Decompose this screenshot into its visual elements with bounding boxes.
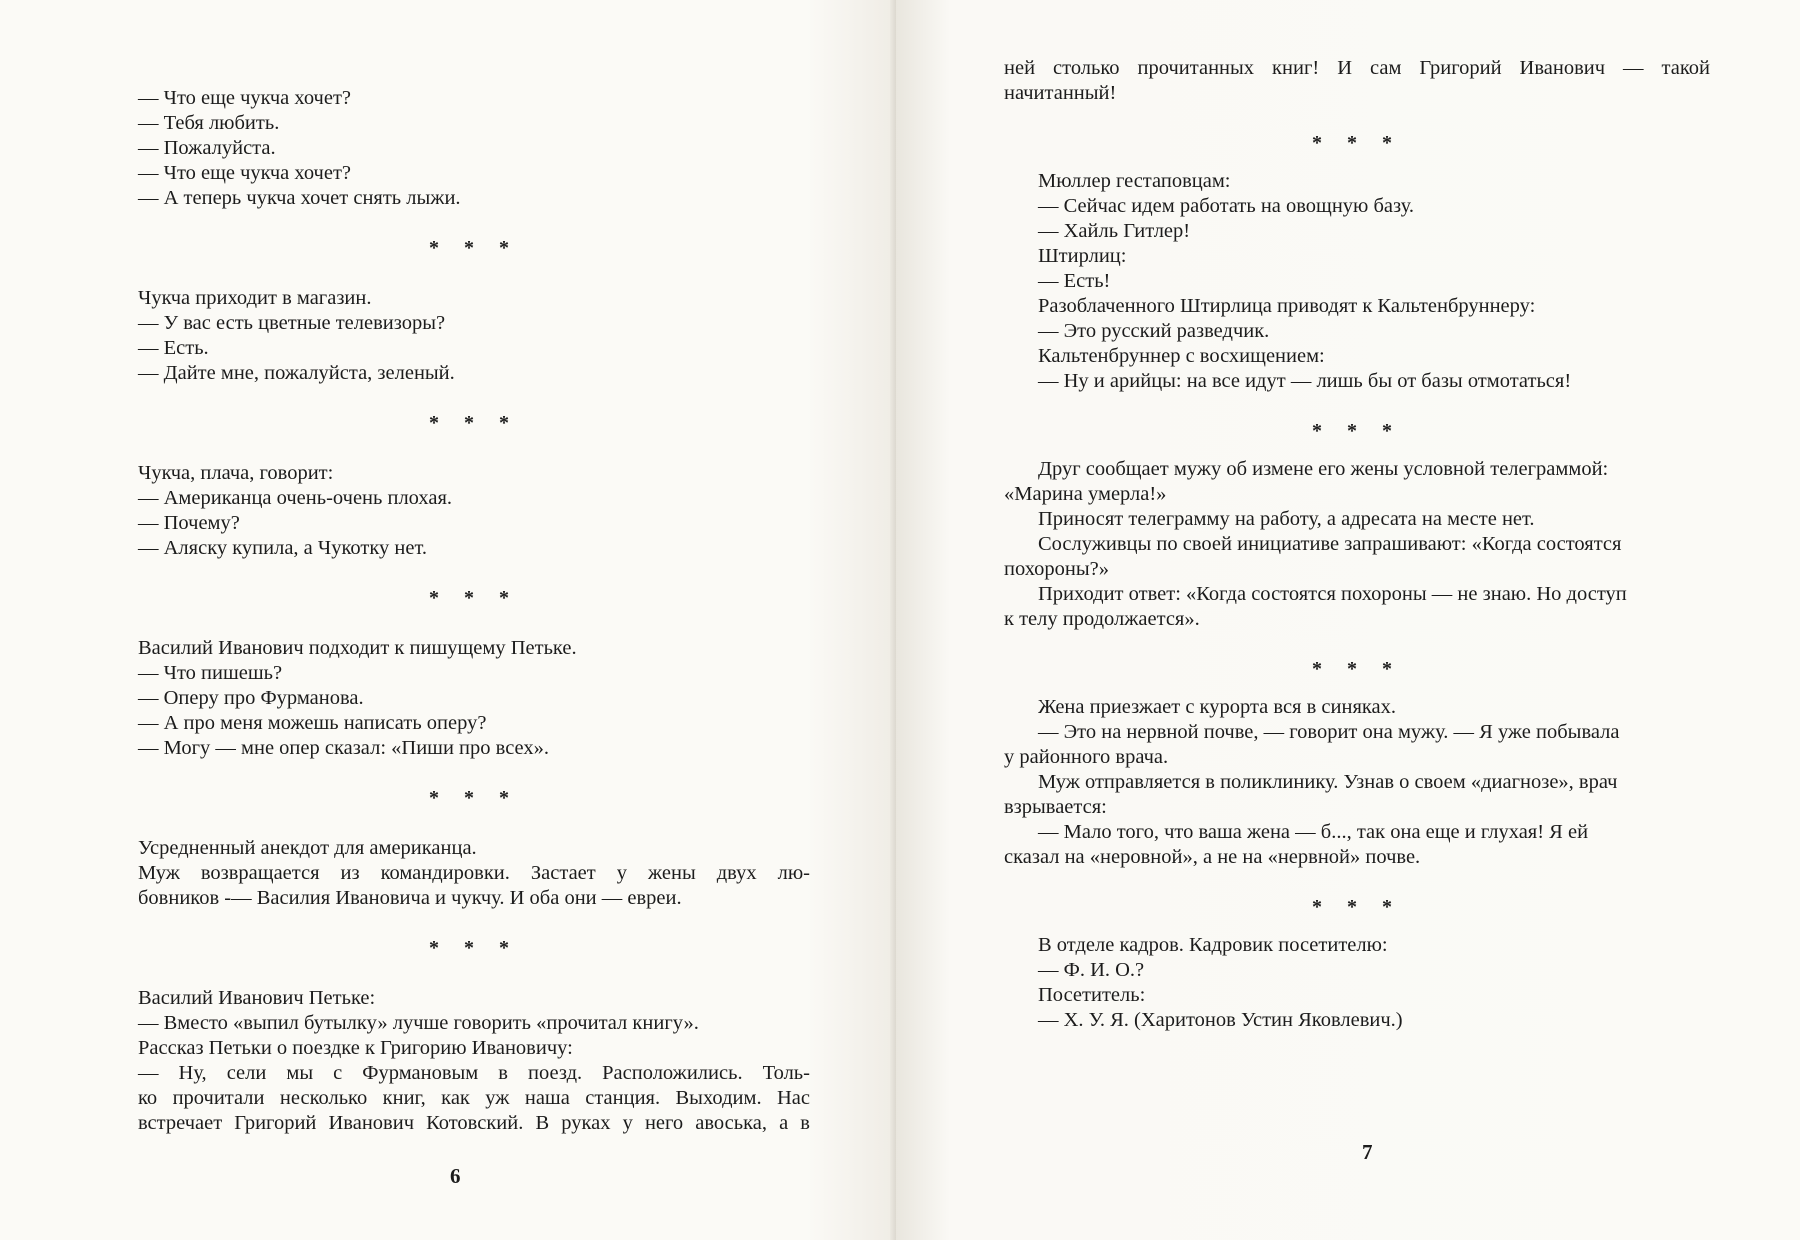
text-line: похороны?» (1004, 558, 1110, 580)
text-line: Штирлиц: (1038, 245, 1127, 267)
dialogue-line: — Тебя любить. (138, 112, 280, 134)
dialogue-line: — А теперь чукча хочет снять лыжи. (138, 187, 461, 209)
dialogue-line: — А про меня можешь написать оперу? (138, 712, 487, 734)
text-line: взрывается: (1004, 796, 1107, 818)
text-line: В отделе кадров. Кадровик посетителю: (1038, 934, 1388, 956)
section-separator: * * * (429, 412, 519, 434)
section-separator: * * * (1312, 132, 1402, 154)
dialogue-line: — Это русский разведчик. (1038, 320, 1270, 342)
text-line: «Марина умерла!» (1004, 483, 1167, 505)
text-line: Мюллер гестаповцам: (1038, 170, 1231, 192)
page-number: 7 (1362, 1140, 1373, 1164)
text-line: бовников -— Василия Ивановича и чукчу. И оба они — евреи. (138, 887, 682, 909)
text-line: у районного врача. (1004, 746, 1169, 768)
text-line: Разоблаченного Штирлица приводят к Кальтенбруннеру: (1038, 295, 1536, 317)
right-page (896, 0, 1800, 1240)
text-line: встречает Григорий Иванович Котовский. В руках у него авоська, а в (138, 1112, 810, 1134)
dialogue-line: — Ну и арийцы: на все идут — лишь бы от базы отмотаться! (1038, 370, 1572, 392)
dialogue-line: — Х. У. Я. (Харитонов Устин Яковлевич.) (1038, 1009, 1403, 1031)
text-line: Посетитель: (1038, 984, 1146, 1006)
text-line: начитанный! (1004, 82, 1117, 104)
section-separator: * * * (429, 587, 519, 609)
section-separator: * * * (1312, 658, 1402, 680)
left-page (0, 0, 896, 1240)
text-line: Друг сообщает мужу об измене его жены условной телеграммой: (1038, 458, 1609, 480)
text-line: Василий Иванович Петьке: (138, 987, 376, 1009)
dialogue-line: — Это на нервной почве, — говорит она мужу. — Я уже побывала (1038, 721, 1620, 743)
dialogue-line: — Аляску купила, а Чукотку нет. (138, 537, 427, 559)
dialogue-line: — Пожалуйста. (138, 137, 276, 159)
text-line: к телу продолжается». (1004, 608, 1200, 630)
text-line: Приходит ответ: «Когда состоятся похороны — не знаю. Но доступ (1038, 583, 1627, 605)
right-page-text (1004, 56, 1710, 1033)
dialogue-line: — Американца очень-очень плохая. (138, 487, 453, 509)
text-line: Василий Иванович подходит к пишущему Петьке. (138, 637, 577, 659)
text-line: Рассказ Петьки о поездке к Григорию Ивановичу: (138, 1037, 573, 1059)
text-line: сказал на «неровной», а не на «нервной» почве. (1004, 846, 1421, 868)
text-line: Кальтенбруннер с восхищением: (1038, 345, 1325, 367)
text-line: Приносят телеграмму на работу, а адресата на месте нет. (1038, 508, 1535, 530)
dialogue-line: — Ну, сели мы с Фурмановым в поезд. Расположились. Толь- (138, 1062, 810, 1084)
section-separator: * * * (429, 237, 519, 259)
dialogue-line: — Есть! (1038, 270, 1111, 292)
dialogue-line: — У вас есть цветные телевизоры? (138, 312, 446, 334)
dialogue-line: — Почему? (138, 512, 240, 534)
dialogue-line: — Оперу про Фурманова. (138, 687, 364, 709)
text-line: Усредненный анекдот для американца. (138, 837, 477, 859)
section-separator: * * * (1312, 420, 1402, 442)
text-line: Жена приезжает с курорта вся в синяках. (1038, 696, 1396, 718)
dialogue-line: — Что еще чукча хочет? (138, 87, 352, 109)
dialogue-line: — Ф. И. О.? (1038, 959, 1145, 981)
text-line: Муж возвращается из командировки. Застает у жены двух лю- (138, 862, 810, 884)
dialogue-line: — Могу — мне опер сказал: «Пиши про всех». (138, 737, 550, 759)
dialogue-line: — Дайте мне, пожалуйста, зеленый. (138, 362, 455, 384)
dialogue-line: — Хайль Гитлер! (1038, 220, 1191, 242)
left-page-text (138, 86, 810, 1136)
text-line: Чукча приходит в магазин. (138, 287, 372, 309)
dialogue-line: — Что еще чукча хочет? (138, 162, 352, 184)
text-line: Чукча, плача, говорит: (138, 462, 334, 484)
text-line: ней столько прочитанных книг! И сам Григорий Иванович — такой (1004, 57, 1710, 79)
dialogue-line: — Что пишешь? (138, 662, 283, 684)
dialogue-line: — Вместо «выпил бутылку» лучше говорить «прочитал книгу». (138, 1012, 699, 1034)
dialogue-line: — Сейчас идем работать на овощную базу. (1038, 195, 1415, 217)
text-line: ко прочитали несколько книг, как уж наша станция. Выходим. Нас (138, 1087, 810, 1109)
page-number: 6 (450, 1164, 461, 1188)
text-line: Сослуживцы по своей инициативе запрашивают: «Когда состоятся (1038, 533, 1622, 555)
dialogue-line: — Есть. (138, 337, 209, 359)
dialogue-line: — Мало того, что ваша жена — б..., так она еще и глухая! Я ей (1038, 821, 1589, 843)
section-separator: * * * (429, 937, 519, 959)
section-separator: * * * (1312, 896, 1402, 918)
section-separator: * * * (429, 787, 519, 809)
text-line: Муж отправляется в поликлинику. Узнав о своем «диагнозе», врач (1038, 771, 1618, 793)
